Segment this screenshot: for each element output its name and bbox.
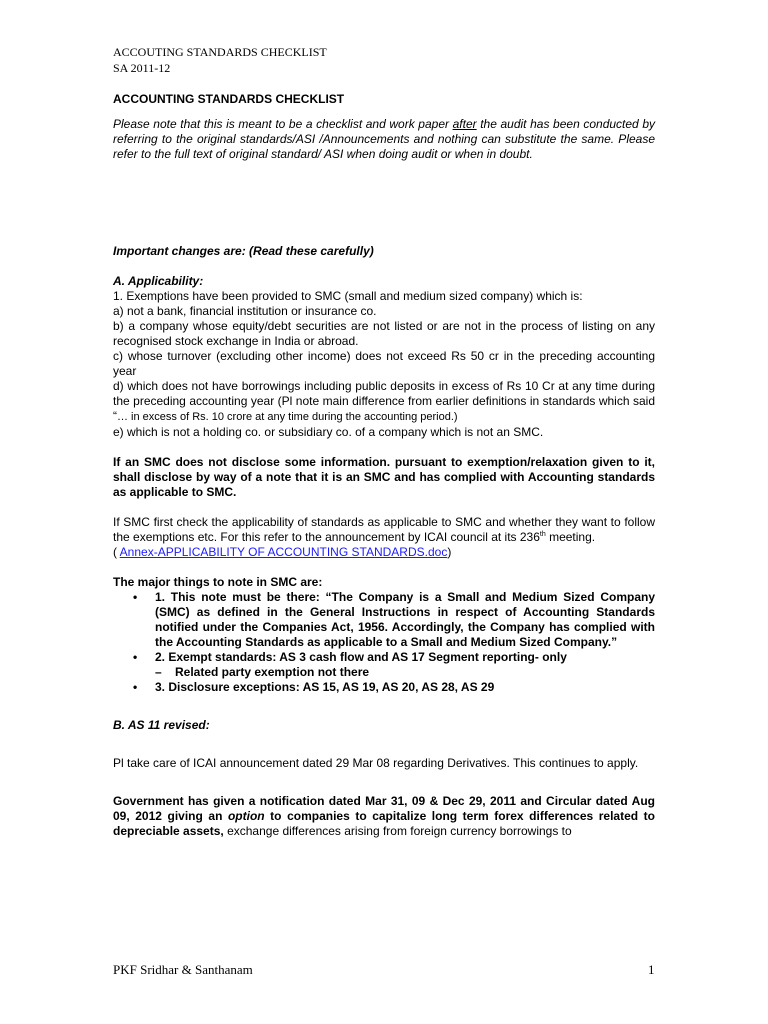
- applicability-item-d: [113, 379, 655, 425]
- govt-text-3: exchange differences arising from foreign currency borrowings to: [223, 824, 572, 838]
- changes-heading: Important changes are: (Read these carefully): [113, 244, 374, 258]
- intro-note-part2: the audit has been conducted by referring to the original standards/ASI /Announcements and nothing can substitute the same. Please refer to the full text of original standard/ ASI when doing audit or when in doubt.: [113, 117, 655, 161]
- page-number: 1: [648, 962, 655, 977]
- govt-option: option: [227, 809, 265, 823]
- govt-text-1: Government has given a notification dated Mar 31, 09 & Dec 29, 2011 and Circular dated Aug 09, 2012 giving an: [113, 794, 655, 823]
- smc-check-end: meeting.: [545, 530, 596, 544]
- intro-note-after: after: [452, 117, 477, 131]
- major-things-heading: The major things to note in SMC are:: [113, 575, 323, 589]
- applicability-item-c: c) whose turnover (excluding other income) does not exceed Rs 50 cr in the preceding accounting year: [113, 349, 655, 378]
- section-a-heading: A. Applicability:: [113, 274, 204, 288]
- smc-disclosure-note: If an SMC does not disclose some information. pursuant to exemption/relaxation given to it, shall disclose by way of a note that it is an SMC and has complied with Accounting standards as applicable to SMC.: [113, 455, 655, 499]
- document-title: ACCOUNTING STANDARDS CHECKLIST: [113, 92, 345, 106]
- running-header: [113, 44, 327, 76]
- intro-note-part1: Please note that this is meant to be a checklist and work paper: [113, 117, 453, 131]
- bullet-glyph: •: [133, 590, 138, 604]
- applicability-item-e: e) which is not a holding co. or subsidiary co. of a company which is not an SMC.: [113, 425, 544, 439]
- list-item: [113, 680, 655, 695]
- bullet-text: 2. Exempt standards: AS 3 cash flow and AS 17 Segment reporting- only: [155, 650, 567, 664]
- govt-text-2: to companies to capitalize long term forex differences related to depreciable assets,: [113, 809, 655, 838]
- sub-list-item: [113, 665, 655, 680]
- smc-check-text: If SMC first check the applicability of standards as applicable to SMC and whether they want to follow the exemptions etc. For this refer to the announcement by ICAI council at its 236: [113, 515, 655, 544]
- applicability-item-d-quote: … in excess of Rs. 10 crore at any time during the accounting period.): [117, 411, 458, 423]
- smc-check-paragraph: [113, 515, 655, 545]
- bullet-text: 1. This note must be there: “The Company is a Small and Medium Sized Company (SMC) as defined in the General Instructions in respect of Accounting Standards notified under the Companies Act, 1956. Accordingly, the Company has complied with the Accounting Standards as applicable to a Small and Medium Sized Company.”: [155, 590, 655, 649]
- applicability-item-1: 1. Exemptions have been provided to SMC (small and medium sized company) which is:: [113, 289, 583, 303]
- document-body: [113, 92, 655, 839]
- bullet-glyph: •: [133, 650, 138, 664]
- annex-open: (: [113, 545, 120, 559]
- annex-line: [113, 545, 655, 560]
- sub-bullet-text: Related party exemption not there: [175, 665, 370, 679]
- smc-bullet-list: [113, 590, 655, 695]
- bullet-text: 3. Disclosure exceptions: AS 15, AS 19, AS 20, AS 28, AS 29: [155, 680, 495, 694]
- as11-paragraph: Pl take care of ICAI announcement dated 29 Mar 08 regarding Derivatives. This continues to apply.: [113, 756, 639, 770]
- dash-glyph: –: [155, 665, 162, 679]
- section-b-heading: B. AS 11 revised:: [113, 718, 210, 732]
- footer-firm: PKF Sridhar & Santhanam: [113, 962, 253, 977]
- header-title: ACCOUTING STANDARDS CHECKLIST: [113, 45, 327, 59]
- list-item: [113, 590, 655, 650]
- applicability-item-b: b) a company whose equity/debt securities are not listed or are not in the process of listing on any recognised stock exchange in India or abroad.: [113, 319, 655, 348]
- govt-notification-paragraph: [113, 794, 655, 839]
- annex-link[interactable]: Annex-APPLICABILITY OF ACCOUNTING STANDARDS.doc: [119, 545, 448, 559]
- intro-note: [113, 117, 655, 162]
- bullet-glyph: •: [133, 680, 138, 694]
- applicability-item-d-main: d) which does not have borrowings including public deposits in excess of Rs 10 Cr at any time during the preceding accounting year (Pl note main difference from earlier definitions in standards which said “: [113, 379, 655, 423]
- applicability-item-a: a) not a bank, financial institution or insurance co.: [113, 304, 377, 318]
- annex-close: ): [447, 545, 452, 559]
- smc-check-sup: th: [539, 531, 546, 538]
- header-year: SA 2011-12: [113, 61, 171, 75]
- list-item: [113, 650, 655, 680]
